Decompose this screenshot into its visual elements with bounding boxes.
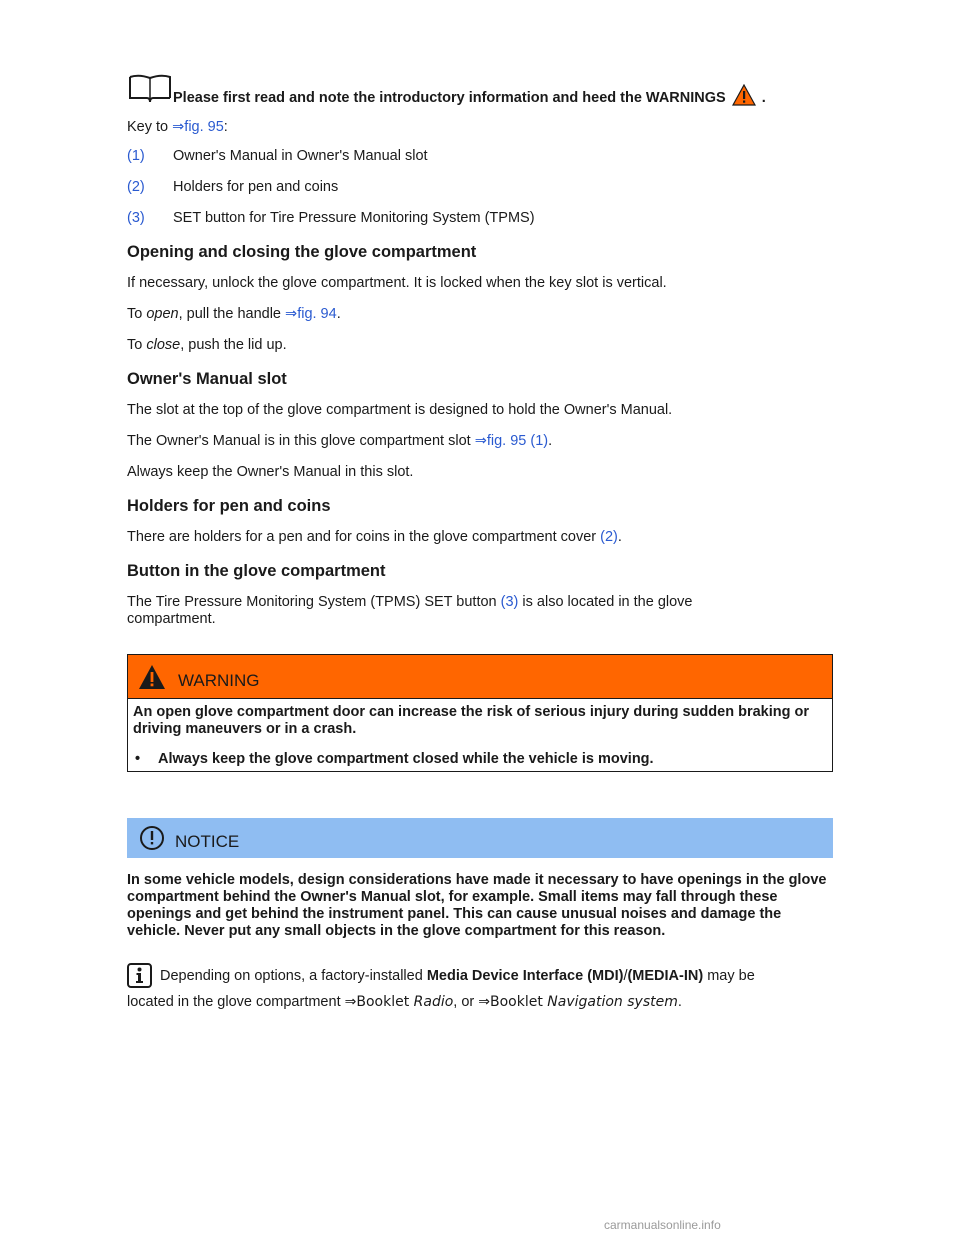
holders-paragraph — [127, 529, 835, 546]
notice-text: In some vehicle models, design considerations have made it necessary to have openings in the glove compartment behind the Owner's Manual slot, for example. Small items may fall through these openings and get behind the instrument panel. This can cause unusual noises and damage the vehicle. Never put any small objects in the glove compartment for this reason. — [127, 872, 827, 939]
notice-header — [127, 818, 833, 858]
manual-slot-paragraph-2 — [127, 433, 835, 450]
bullet-dot: • — [135, 751, 141, 767]
book-icon — [127, 72, 173, 106]
key-to-prefix: Key to — [127, 119, 173, 135]
emphasis-open: open — [146, 306, 179, 322]
emphasis-close: close — [146, 337, 181, 353]
key-to-line — [127, 119, 835, 136]
manual-slot-paragraph-1: The slot at the top of the glove compartment is designed to hold the Owner's Manual. — [127, 402, 673, 418]
notice-title: NOTICE — [175, 832, 240, 851]
legend-item — [127, 210, 835, 241]
fig-arrow[interactable]: ⇒ — [285, 306, 298, 322]
booklet-radio-title: Radio — [413, 994, 454, 1010]
legend-text: Holders for pen and coins — [173, 179, 339, 195]
text-fragment: To — [127, 306, 147, 322]
text-fragment: is also located in the glove compartment. — [127, 594, 693, 627]
intro-suffix: . — [761, 90, 766, 106]
info-line-2 — [127, 994, 837, 1011]
booklet-arrow-label: ⇒Booklet — [344, 994, 414, 1010]
exclamation-circle-icon — [139, 825, 165, 851]
booklet-arrow-label: ⇒Booklet — [478, 994, 548, 1010]
legend-text: Owner's Manual in Owner's Manual slot — [173, 148, 428, 164]
page-content — [127, 70, 835, 628]
heading-holders: Holders for pen and coins — [127, 497, 331, 515]
heading-button: Button in the glove compartment — [127, 562, 386, 580]
legend-text: SET button for Tire Pressure Monitoring System (TPMS) — [173, 210, 535, 226]
text-fragment: To — [127, 337, 147, 353]
intro-line — [127, 70, 835, 106]
heading-opening-closing: Opening and closing the glove compartment — [127, 243, 477, 261]
media-in-term: (MEDIA-IN) — [627, 967, 704, 984]
opening-paragraph-2 — [127, 306, 835, 323]
manual-slot-paragraph-3: Always keep the Owner's Manual in this slot. — [127, 464, 414, 480]
text-fragment: , push the lid up. — [180, 337, 287, 353]
text-fragment: , pull the handle — [178, 306, 286, 322]
key-to-suffix: : — [223, 119, 228, 135]
legend-number[interactable]: (3) — [127, 210, 145, 226]
text-fragment: The Tire Pressure Monitoring System (TPMS) SET button — [127, 594, 501, 610]
warning-triangle-icon[interactable] — [732, 84, 756, 106]
warning-bullet — [133, 751, 826, 767]
text-fragment: Depending on options, a factory-installed — [160, 967, 427, 984]
button-paragraph — [127, 594, 747, 628]
warning-title: WARNING — [178, 670, 260, 690]
info-line-1 — [127, 963, 837, 988]
fig-arrow[interactable]: ⇒ — [474, 433, 487, 449]
intro-text: Please first read and note the introductory information and heed the WARNINGS — [173, 90, 726, 106]
booklet-navigation-ref[interactable] — [478, 994, 678, 1010]
legend-item — [127, 179, 835, 210]
legend-item — [127, 148, 835, 179]
legend-number[interactable]: (2) — [127, 179, 145, 195]
text-fragment: . — [548, 433, 553, 449]
warning-text: An open glove compartment door can increase the risk of serious injury during sudden braking or driving maneuvers or in a crash. — [133, 704, 809, 737]
legend-ref-3-link[interactable]: (3) — [500, 594, 519, 610]
text-fragment: , or — [453, 994, 479, 1010]
legend-ref-2-link[interactable]: (2) — [600, 529, 618, 545]
mdi-term: Media Device Interface (MDI) — [426, 967, 624, 984]
booklet-navigation-title: Navigation system — [547, 994, 678, 1010]
text-fragment: / — [623, 967, 628, 984]
text-fragment: . — [677, 994, 682, 1010]
warning-box — [127, 654, 833, 772]
warning-triangle-icon — [138, 664, 166, 690]
text-fragment: may be — [703, 967, 755, 984]
fig-95-1-link[interactable]: fig. 95 (1) — [486, 433, 549, 449]
legend-list — [127, 148, 835, 241]
key-fig-arrow[interactable]: ⇒ — [172, 119, 185, 135]
info-text-1 — [160, 968, 755, 984]
opening-paragraph-1: If necessary, unlock the glove compartment. It is locked when the key slot is vertical. — [127, 275, 667, 291]
key-fig-link[interactable]: fig. 95 — [184, 119, 224, 135]
fig-94-link[interactable]: fig. 94 — [297, 306, 337, 322]
text-fragment: . — [336, 306, 341, 322]
opening-paragraph-3 — [127, 337, 835, 354]
footer-watermark: carmanualsonline.info — [604, 1218, 721, 1232]
info-note — [127, 963, 837, 1011]
text-fragment: There are holders for a pen and for coins in the glove compartment cover — [127, 529, 601, 545]
text-fragment: The Owner's Manual is in this glove compartment slot — [127, 433, 475, 449]
text-fragment: . — [617, 529, 622, 545]
booklet-radio-ref[interactable] — [345, 994, 454, 1010]
warning-body — [128, 699, 832, 767]
text-fragment: located in the glove compartment — [127, 994, 345, 1010]
info-icon — [127, 963, 152, 988]
warning-bullet-text: Always keep the glove compartment closed while the vehicle is moving. — [158, 751, 654, 767]
warning-header — [128, 655, 832, 699]
heading-manual-slot: Owner's Manual slot — [127, 370, 287, 388]
legend-number[interactable]: (1) — [127, 148, 145, 164]
